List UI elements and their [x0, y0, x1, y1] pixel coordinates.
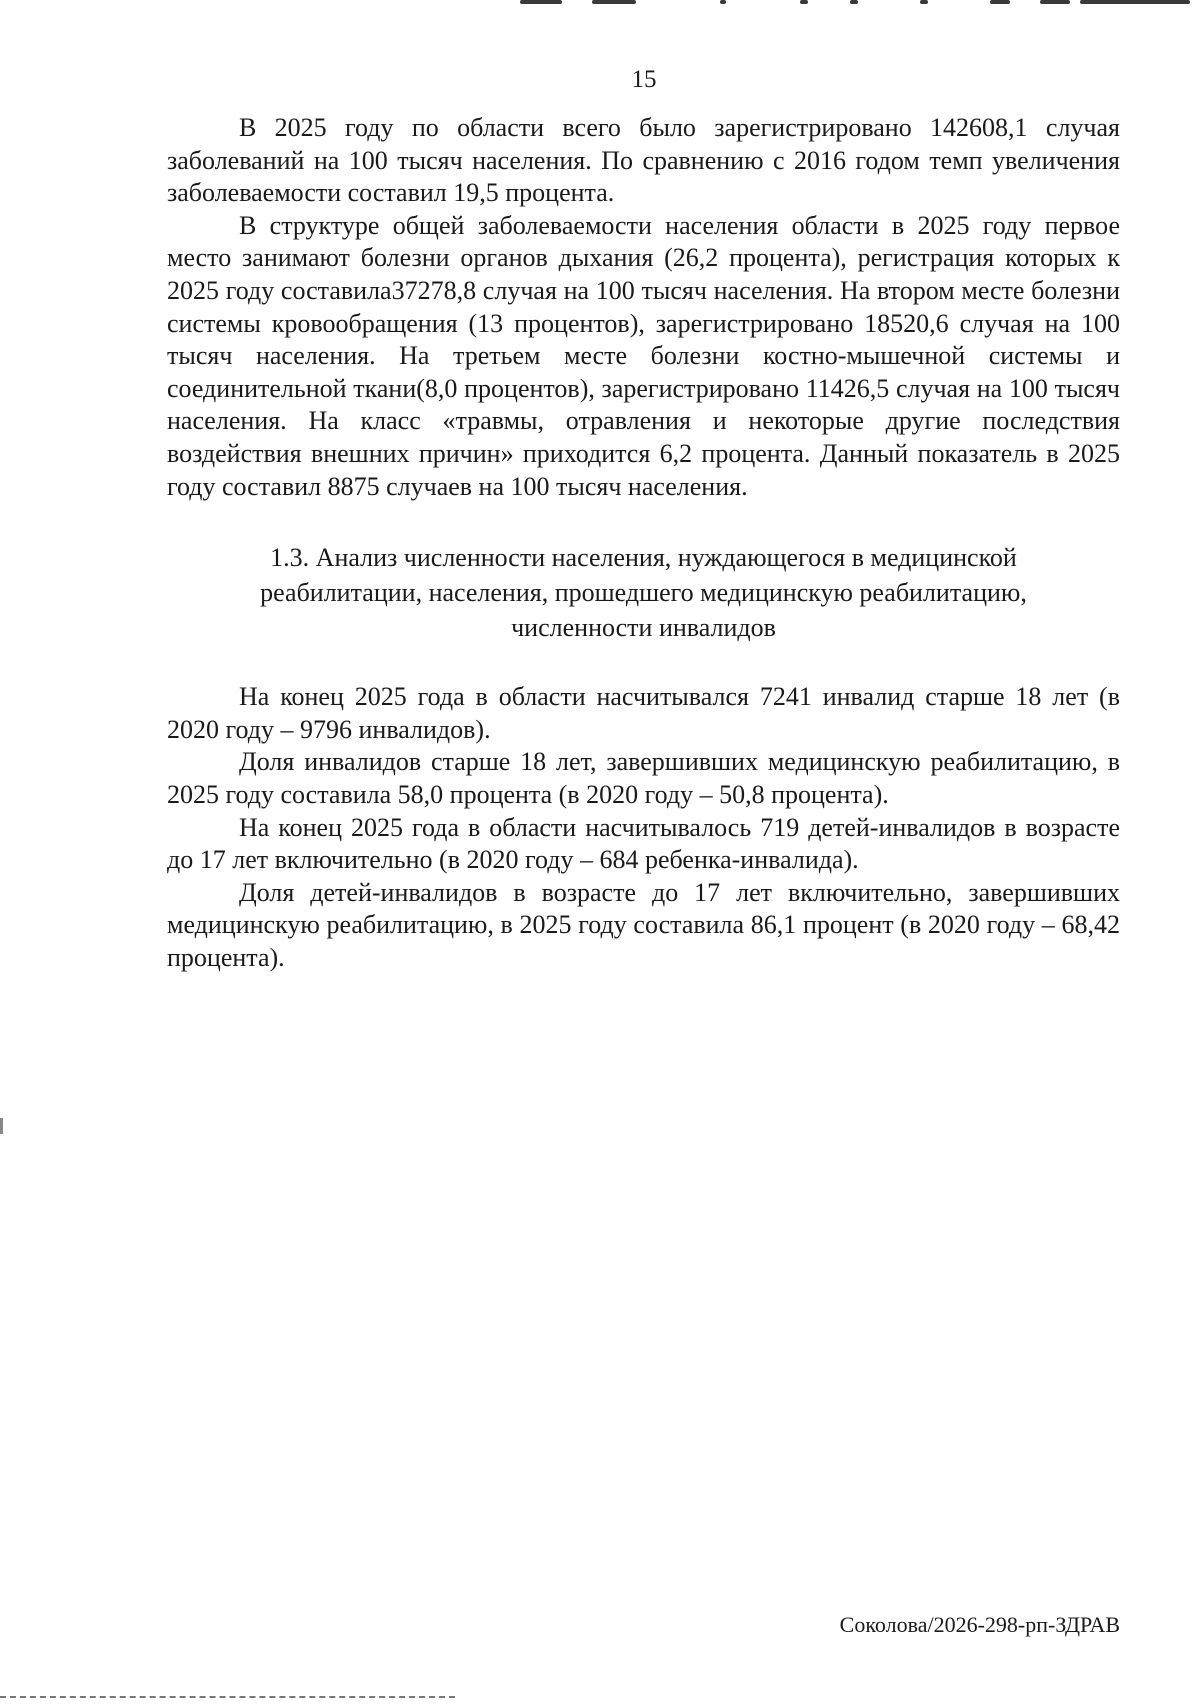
paragraph-section-2: Доля инвалидов старше 18 лет, завершивших медицинскую реабилитацию, в 2025 году составила 58,0 процента (в 2020 году – 50,8 процента).	[167, 747, 1120, 809]
scan-artifact-left	[0, 1118, 3, 1134]
paragraph-intro-1: В 2025 году по области всего было зарегистрировано 142608,1 случая заболеваний на 100 тысяч населения. По сравнению с 2016 годом темп увеличения заболеваемости составил 19,5 процента.	[167, 113, 1120, 208]
paragraph-section-1: На конец 2025 года в области насчитывался 7241 инвалид старше 18 лет (в 2020 году – 9796 инвалидов).	[167, 682, 1120, 744]
section-heading-line-1: 1.3. Анализ численности населения, нуждающегося в медицинской	[270, 543, 1017, 573]
section-heading-line-2: реабилитации, населения, прошедшего медицинскую реабилитацию,	[260, 578, 1027, 608]
document-reference-code: Соколова/2026-298-рп-ЗДРАВ	[839, 1612, 1120, 1637]
paragraph-section-3: На конец 2025 года в области насчитывалось 719 детей-инвалидов в возрасте до 17 лет включительно (в 2020 году – 684 ребенка-инвалида).	[167, 812, 1120, 875]
page-number: 15	[631, 66, 657, 93]
scan-artifact-bottom	[0, 1696, 455, 1701]
paragraph-intro-2: В структуре общей заболеваемости населения области в 2025 году первое место занимают болезни органов дыхания (26,2 процента), регистрация которых к 2025 году составила37278,8 случая на 100 тысяч населения. На втором месте болезни системы кровообращения (13 процентов), зарегистрировано 18520,6 случая на 100 тысяч населения. На третьем месте болезни костно-мышечной системы и соединительной ткани(8,0 процентов), зарегистрировано 11426,5 случая на 100 тысяч населения. На класс «травмы, отравления и некоторые другие последствия воздействия внешних причин» приходится 6,2 процента. Данный показатель в 2025 году составил 8875 случаев на 100 тысяч населения.	[167, 210, 1120, 501]
document-body	[167, 112, 1120, 974]
scan-artifact-top	[520, 0, 1200, 12]
paragraph-section-4: Доля детей-инвалидов в возрасте до 17 лет включительно, завершивших медицинскую реабилитацию, в 2025 году составила 86,1 процент (в 2020 году – 68,42 процента).	[167, 877, 1120, 972]
section-heading-line-3: численности инвалидов	[511, 613, 776, 643]
section-heading	[167, 540, 1120, 645]
